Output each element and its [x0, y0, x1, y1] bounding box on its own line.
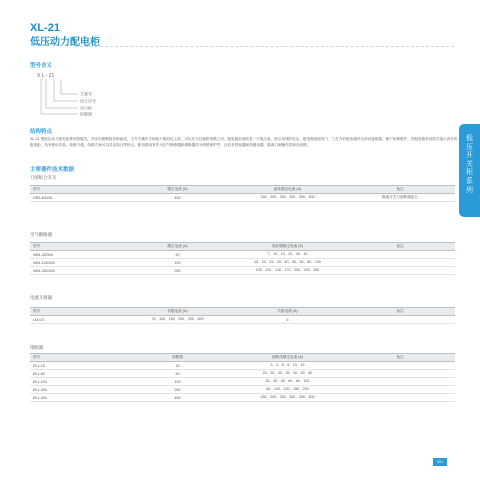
table-air-breaker	[30, 242, 455, 275]
cell-fuse: 400	[125, 394, 230, 402]
cell-values: 15、20、25、30、40、50、60、80、100	[230, 259, 345, 267]
cell-rated: 20	[125, 251, 230, 259]
table-row	[30, 370, 455, 378]
cell-model: LM-0.5	[30, 316, 125, 324]
sidebar-tab-char: 低	[466, 135, 473, 142]
table-row	[30, 251, 455, 259]
table-fuse-switch	[30, 185, 455, 202]
cell-fuse: 100	[125, 378, 230, 386]
header-divider	[75, 46, 454, 47]
cell-rated: 400	[125, 194, 230, 202]
table-header-row	[30, 243, 455, 251]
code-label-scheme: 方案号	[80, 91, 92, 97]
sidebar-series-tab[interactable]	[459, 124, 480, 217]
cell-remark	[345, 316, 455, 324]
col-rated-current: 额定电流 (A)	[125, 186, 230, 194]
table-fuse	[30, 353, 455, 402]
col-remark: 备注	[345, 186, 455, 194]
col-primary-current: 初级电流 (A)	[125, 308, 230, 316]
cell-fuse: 15	[125, 362, 230, 370]
features-paragraph: XL-21 型低压动力配电柜系列按键式，外壳用薄钢板弯制而成，刀开关操作手柄装于箱前柱上部，可以作为过载和短路之用，配电箱前面装有一只电压表，指示母线的电压。配电箱前面有门，门打开后配电箱内全部设备都露，便于检修维护。有配电箱采用面式接行设计的配电柜，具有使用安装，检修方便，线路方案可以灵活组合等特点。配电箱用来作为空气断路器和熔断器作为短路保护件，还有有按钮器和热继电器，隔离刀闸操作控制各回路。	[30, 137, 458, 147]
col-remark: 备注	[345, 308, 455, 316]
col-remark: 备注	[345, 354, 455, 362]
page-title: 低压动力配电柜	[30, 37, 100, 48]
cell-model: RL1-15	[30, 362, 125, 370]
col-remark: 备注	[345, 243, 455, 251]
model-code-title: XL-21	[30, 22, 60, 34]
table-row	[30, 386, 455, 394]
col-rated-current: 额定电流 (A)	[125, 243, 230, 251]
col-model: 型号	[30, 186, 125, 194]
cell-model: HR3-400/34	[30, 194, 125, 202]
specs-heading: 主要器件技术数据	[30, 167, 75, 173]
cell-model: RL1-60	[30, 370, 125, 378]
model-meaning-heading: 型号含义	[30, 63, 53, 69]
code-label-design: 设计序号	[80, 98, 96, 104]
cell-values: 150、200、250、300、350、400	[230, 194, 345, 202]
model-code-diagram	[30, 68, 140, 118]
cell-remark	[345, 362, 455, 370]
page-number: 001	[433, 458, 447, 466]
cell-remark	[345, 394, 455, 402]
cell-fuse: 200	[125, 386, 230, 394]
code-label-control: 控制器	[80, 111, 92, 117]
cell-values: 7、10、15、20、30、40	[230, 251, 345, 259]
model-code-text: X L - 21	[37, 73, 55, 79]
col-model: 型号	[30, 354, 125, 362]
sidebar-tab-char: 柜	[466, 169, 473, 177]
cell-remark: 隔离开关与熔断器组合	[345, 194, 455, 202]
cell-remark	[345, 259, 455, 267]
table-row	[30, 194, 455, 202]
col-fuse-rated-current: 熔体额定电流 (A)	[230, 186, 345, 194]
col-fuse: 熔断器	[125, 354, 230, 362]
caption-air-breaker: 空气断路器	[30, 232, 52, 237]
brand-header	[30, 22, 100, 49]
code-label-power: 动力柜	[80, 105, 92, 111]
table-header-row	[30, 186, 455, 194]
table-row	[30, 267, 455, 275]
cell-values: 30、40、50、60、80、100	[230, 378, 345, 386]
cell-remark	[345, 378, 455, 386]
cell-rated: 100	[125, 259, 230, 267]
cell-model: RL1-100	[30, 378, 125, 386]
col-fuse-link-current: 熔断体额定电流 (A)	[230, 354, 345, 362]
caption-fuse-switch: 刀熔组合开关	[30, 175, 57, 180]
cell-rated: 250	[125, 267, 230, 275]
cell-model: RL1-400	[30, 394, 125, 402]
cell-values: 180、200、250、300、350、400	[230, 394, 345, 402]
cell-model: NM1-250/300	[30, 267, 125, 275]
table-header-row	[30, 308, 455, 316]
sidebar-tab-char: 列	[466, 186, 473, 194]
cell-secondary: 5	[230, 316, 345, 324]
table-row	[30, 394, 455, 402]
cell-model: NM1-40/300	[30, 251, 125, 259]
features-heading: 结构特点	[30, 129, 53, 135]
sidebar-tab-char: 系	[466, 177, 473, 185]
cell-remark	[345, 386, 455, 394]
col-model: 型号	[30, 243, 125, 251]
table-current-transformer	[30, 307, 455, 324]
cell-remark	[345, 370, 455, 378]
table-header-row	[30, 354, 455, 362]
sidebar-tab-char: 压	[466, 143, 473, 151]
col-trip-current: 脱扣器额定电流 (A)	[230, 243, 345, 251]
cell-values: 100、120、140、170、200、225、250	[230, 267, 345, 275]
cell-model: NM1-100/300	[30, 259, 125, 267]
cell-values: 80、100、120、150、200	[230, 386, 345, 394]
cell-fuse: 60	[125, 370, 230, 378]
table-row	[30, 259, 455, 267]
sidebar-tab-char: 关	[466, 160, 473, 168]
table-row	[30, 378, 455, 386]
cell-remark	[345, 267, 455, 275]
sidebar-tab-char: 开	[466, 152, 473, 160]
table-row	[30, 316, 455, 324]
cell-values: 20、25、30、35、40、50、60	[230, 370, 345, 378]
caption-current-transformer: 电流互感器	[30, 295, 52, 300]
table-row	[30, 362, 455, 370]
cell-remark	[345, 251, 455, 259]
col-model: 型号	[30, 308, 125, 316]
cell-values: 2、4、5、6、10、15	[230, 362, 345, 370]
cell-model: RL1-200	[30, 386, 125, 394]
caption-fuse: 熔断器	[30, 345, 44, 350]
cell-primary: 75、100、150、200、300、600	[125, 316, 230, 324]
col-secondary-current: 次级电流 (A)	[230, 308, 345, 316]
